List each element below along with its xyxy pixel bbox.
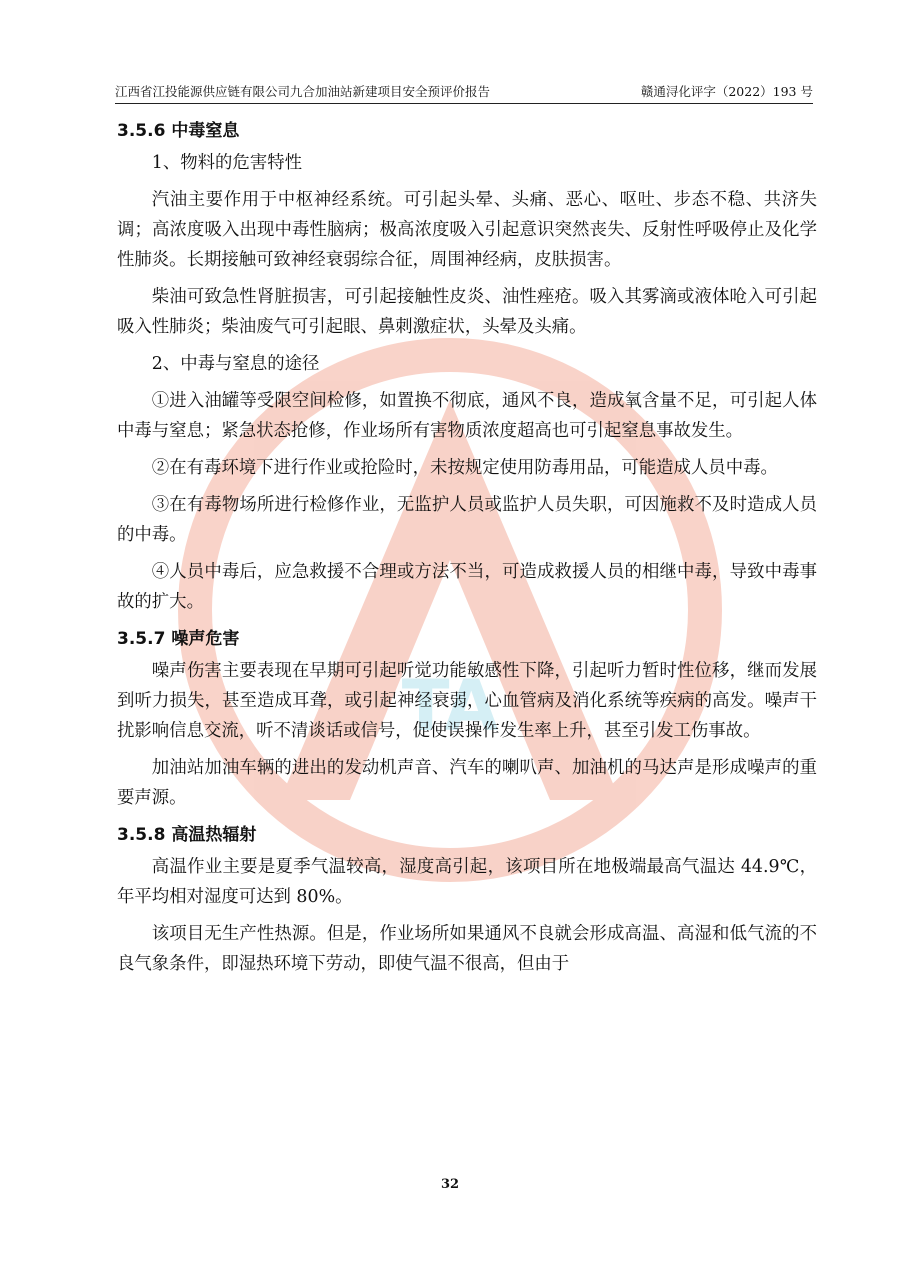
page-header bbox=[115, 80, 813, 104]
paragraph: 柴油可致急性肾脏损害，可引起接触性皮炎、油性痤疮。吸入其雾滴或液体呛入可引起吸入性肺炎；柴油废气可引起眼、鼻刺激症状，头晕及头痛。 bbox=[117, 287, 817, 337]
header-document-number: 赣通浔化评字（2022）193 号 bbox=[640, 84, 813, 99]
paragraph: 2、中毒与窒息的途径 bbox=[151, 354, 320, 374]
paragraph: 高温作业主要是夏季气温较高，湿度高引起，该项目所在地极端最高气温达 44.9℃，年平均相对湿度可达到 80%。 bbox=[117, 857, 817, 907]
paragraph: ②在有毒环境下进行作业或抢险时，未按规定使用防毒用品，可能造成人员中毒。 bbox=[151, 458, 778, 478]
paragraph: ①进入油罐等受限空间检修，如置换不彻底，通风不良，造成氧含量不足，可引起人体中毒与窒息；紧急状态抢修，作业场所有害物质浓度超高也可引起窒息事故发生。 bbox=[117, 391, 817, 441]
paragraph: 噪声伤害主要表现在早期可引起听觉功能敏感性下降，引起听力暂时性位移，继而发展到听力损失，甚至造成耳聋，或引起神经衰弱，心血管病及消化系统等疾病的高发。噪声干扰影响信息交流，听不清谈话或信号，促使误操作发生率上升，甚至引发工伤事故。 bbox=[117, 661, 817, 741]
page-content bbox=[117, 116, 817, 986]
header-report-title: 江西省江投能源供应链有限公司九合加油站新建项目安全预评价报告 bbox=[115, 84, 491, 99]
paragraph: 该项目无生产性热源。但是，作业场所如果通风不良就会形成高温、高湿和低气流的不良气象条件，即湿热环境下劳动，即使气温不很高，但由于 bbox=[117, 924, 817, 974]
section-poisoning bbox=[117, 116, 817, 617]
page-number: 32 bbox=[440, 1177, 460, 1192]
paragraph: ③在有毒物场所进行检修作业，无监护人员或监护人员失职，可因施救不及时造成人员的中毒。 bbox=[117, 495, 817, 545]
paragraph: ④人员中毒后，应急救援不合理或方法不当，可造成救援人员的相继中毒，导致中毒事故的扩大。 bbox=[117, 562, 817, 612]
section-noise bbox=[117, 624, 817, 813]
svg-text:TA: TA bbox=[401, 665, 499, 747]
section-heading: 3.5.7 噪声危害 bbox=[117, 629, 240, 649]
paragraph: 1、物料的危害特性 bbox=[151, 153, 302, 173]
section-heat bbox=[117, 820, 817, 979]
paragraph: 加油站加油车辆的进出的发动机声音、汽车的喇叭声、加油机的马达声是形成噪声的重要声源。 bbox=[117, 758, 817, 808]
paragraph: 汽油主要作用于中枢神经系统。可引起头晕、头痛、恶心、呕吐、步态不稳、共济失调；高浓度吸入出现中毒性脑病；极高浓度吸入引起意识突然丧失、反射性呼吸停止及化学性肺炎。长期接触可致神经衰弱综合征，周围神经病，皮肤损害。 bbox=[117, 190, 817, 270]
section-heading: 3.5.8 高温热辐射 bbox=[117, 825, 257, 845]
section-heading: 3.5.6 中毒窒息 bbox=[117, 121, 240, 141]
